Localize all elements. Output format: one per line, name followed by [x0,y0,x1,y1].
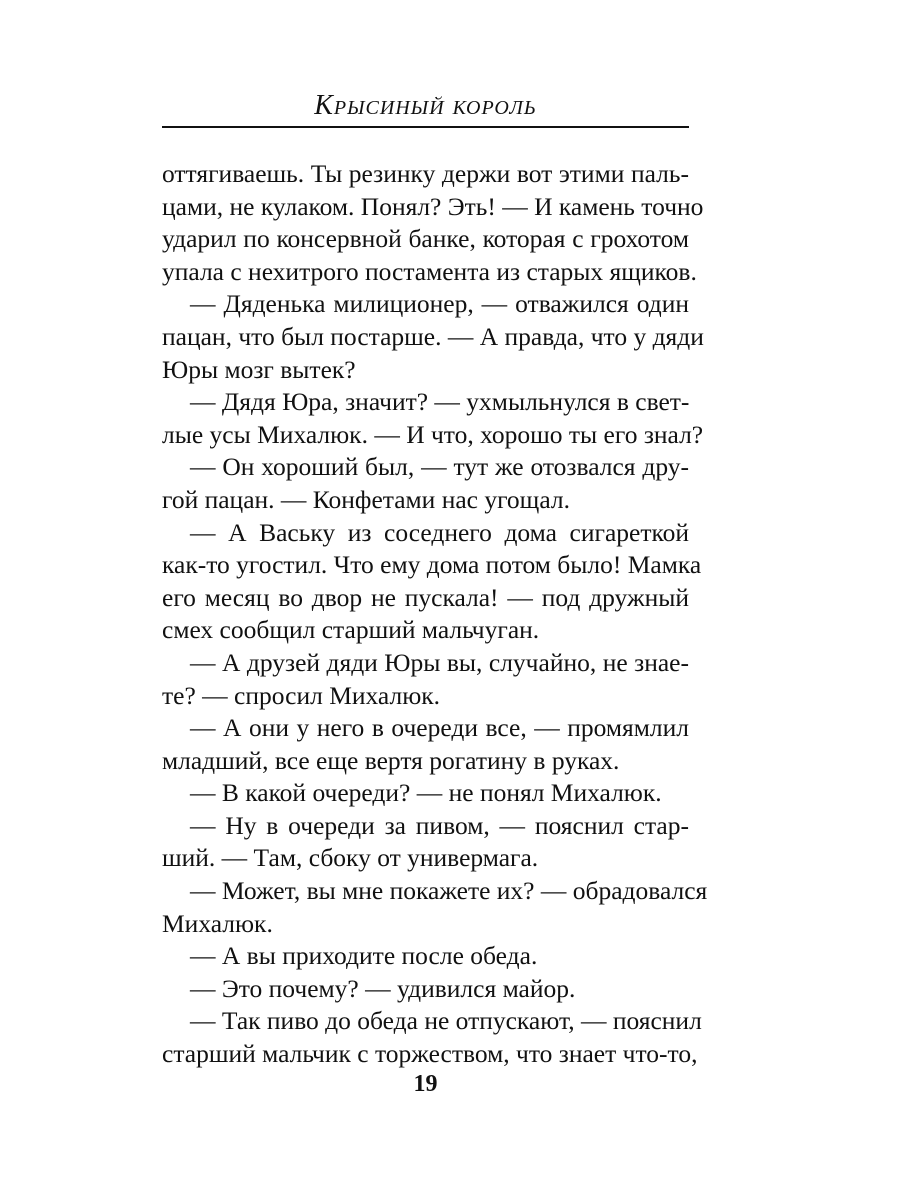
running-head: Крысиный король [314,90,537,121]
text-line: — Это почему? — удивился майор. [190,973,576,1003]
text-line: младший, все еще вертя рогатину в руках. [162,745,620,775]
text-line: — Дядя Юра, значит? — ухмыльнулся в свет- [190,387,690,417]
paragraph [162,777,689,810]
page-number: 19 [413,1071,438,1097]
text-line: его месяц во двор не пускала! — под дружный [162,582,689,612]
text-line: Юры мозг вытек? [162,354,356,384]
text-line: как-то угостил. Что ему дома потом было! Мамка [162,550,702,580]
text-line: — А они у него в очереди все, — промямлил [190,713,689,743]
text-line: оттягиваешь. Ты резинку держи вот этими паль- [162,159,689,188]
text-line: ударил по консервной банке, которая с грохотом [162,224,689,254]
text-line: — Ну в очереди за пивом, — пояснил стар- [190,810,689,840]
paragraph [162,517,702,647]
text-line: гой пацан. — Конфетами нас угощал. [162,484,570,514]
text-line: — Дяденька милиционер, — отважился один [190,289,689,319]
text-line: — А друзей дяди Юры вы, случайно, не знае- [190,647,689,677]
text-line: — В какой очереди? — не понял Михалюк. [190,778,662,808]
paragraph [162,451,689,516]
paragraph [162,1005,702,1070]
paragraph [162,647,689,712]
text-line: — Он хороший был, — тут же отозвался дру- [190,452,689,482]
paragraph [162,875,708,940]
body-text [162,158,708,1071]
text-line: — А Ваську из соседнего дома сигареткой [190,517,689,547]
text-line: — А вы приходите после обеда. [190,941,538,971]
paragraph [162,288,704,386]
text-line: те? — спросил Михалюк. [162,680,441,710]
text-line: Михалюк. [162,908,273,938]
text-line: — Так пиво до обеда не отпускают, — пояснил [190,1006,702,1036]
text-line: смех сообщил старший мальчуган. [162,615,540,645]
text-line: — Может, вы мне покажете их? — обрадовался [190,876,708,906]
text-line: цами, не кулаком. Понял? Эть! — И камень точно [162,191,704,221]
paragraph [162,810,689,875]
text-line: упала с нехитрого постамента из старых ящиков. [162,256,697,286]
text-line: лые усы Михалюк. — И что, хорошо ты его знал? [162,419,704,449]
paragraph [162,973,689,1006]
paragraph [162,712,689,777]
paragraph [162,940,689,973]
text-line: ший. — Там, сбоку от универмага. [162,843,539,873]
header-rule [162,126,689,128]
paragraph [162,386,704,451]
text-line: старший мальчик с торжеством, что знает что-то, [162,1039,698,1069]
text-line: пацан, что был постарше. — А правда, что у дяди [162,321,704,351]
paragraph [162,158,704,288]
